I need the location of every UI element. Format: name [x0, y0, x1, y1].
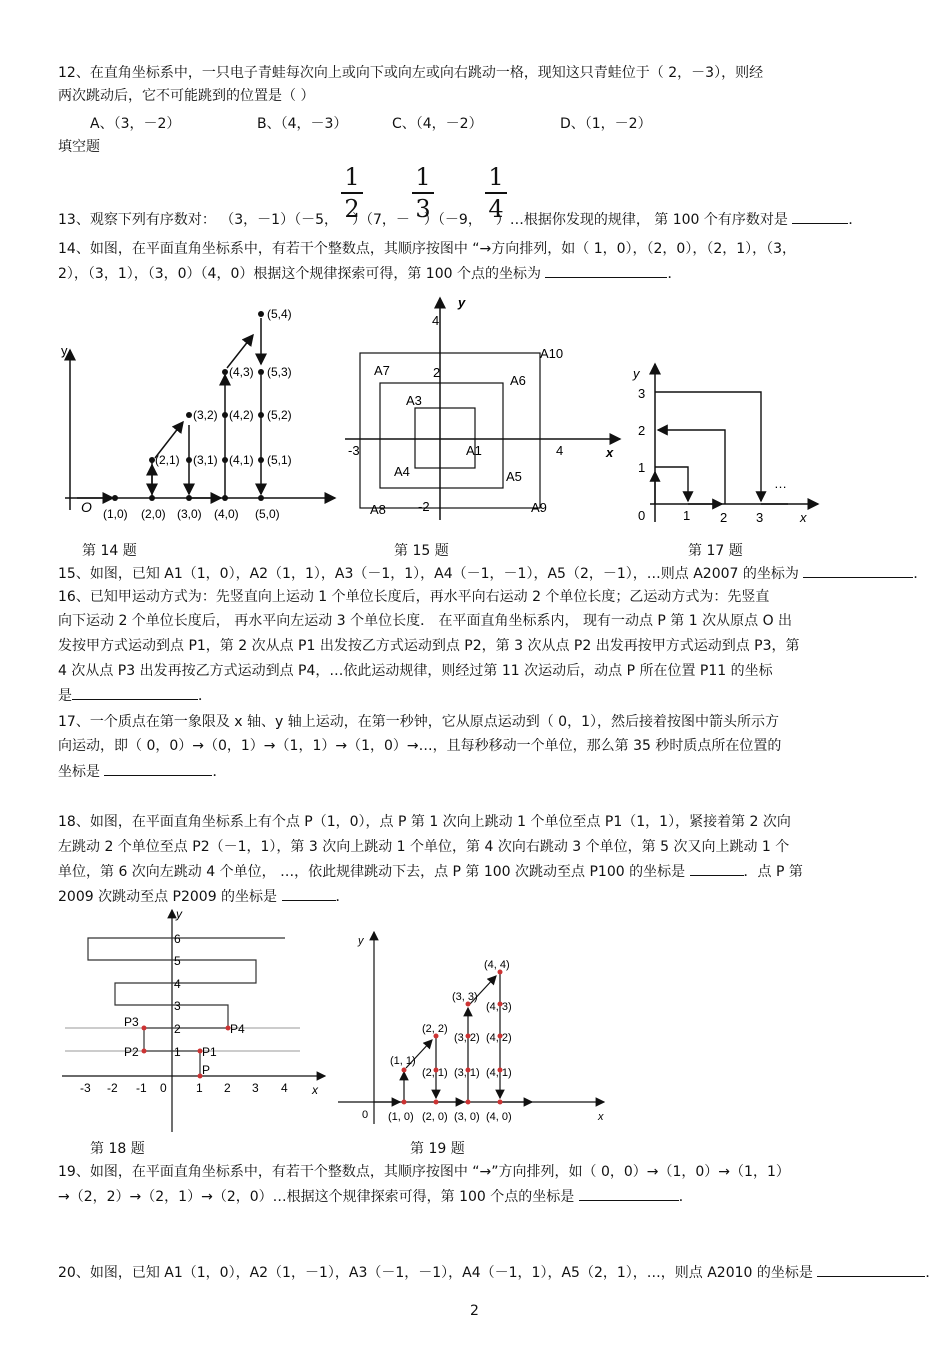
point-label: (4, 4): [484, 959, 510, 971]
tick-label: -3: [348, 443, 360, 458]
tick-label: 2: [638, 423, 646, 438]
point-label: A7: [374, 363, 390, 378]
q16-line5: [58, 685, 212, 706]
tick-label: 3: [174, 999, 181, 1013]
tick-label: 5: [174, 954, 181, 968]
q13-text: [58, 209, 862, 230]
q17-line2: 向运动，即（ 0，0）→（0，1）→（1，1）→（1，0）→…，且每秒移动一个单位，那么第 35 秒时质点所在位置的: [58, 738, 782, 754]
tick-label: 2: [224, 1081, 231, 1095]
answer-blank[interactable]: [282, 886, 336, 901]
point-label: (1, 1): [390, 1055, 416, 1067]
section-label: 填空题: [58, 139, 100, 155]
point-label: A6: [510, 373, 526, 388]
period: ．: [212, 764, 227, 780]
tick-label: 3: [756, 510, 764, 525]
tick-label: 4: [281, 1081, 288, 1095]
q16-line4: 4 次从点 P3 出发再按乙方式运动到点 P4，…依此运动规律，则经过第 11 次运动后，动点 P 所在位置 P11 的坐标: [58, 663, 773, 679]
tick-label: 2: [720, 510, 728, 525]
tick-label: 0: [638, 508, 646, 523]
point-label: A5: [506, 469, 522, 484]
tick-label: 1: [638, 460, 646, 475]
q18-line4-text: 2009 次跳动至点 P2009 的坐标是: [58, 889, 278, 905]
ellipsis-label: …: [774, 476, 787, 491]
figure-18: [60, 906, 335, 1134]
x-label: (3,0): [177, 507, 202, 521]
point-label: (2, 0): [422, 1111, 448, 1123]
fraction-bar: [412, 192, 434, 194]
q17-line3: [58, 761, 226, 782]
period: ．: [913, 566, 928, 582]
tick-label: 3: [252, 1081, 259, 1095]
point-label: (4,3): [229, 365, 254, 379]
origin-label: O: [81, 499, 92, 515]
axis-y-label: y: [458, 295, 466, 310]
figure-15: [340, 295, 625, 525]
point-label: (5,2): [267, 408, 292, 422]
point-label: (3,1): [193, 453, 218, 467]
axis-y-label: y: [61, 343, 68, 358]
fraction-denominator: 4: [488, 195, 504, 223]
caption-fig18: 第 18 题: [90, 1141, 145, 1157]
period: ．: [335, 889, 350, 905]
figure-17: [628, 362, 828, 532]
tick-label: 4: [174, 977, 181, 991]
x-label: (4,0): [214, 507, 239, 521]
tick-label: 4: [432, 313, 440, 328]
point-label: (1, 0): [388, 1111, 414, 1123]
q16-line1: 16、已知甲运动方式为：先竖直向上运动 1 个单位长度后，再水平向右运动 2 个单位长度；乙运动方式为：先竖直: [58, 589, 770, 605]
point-label: A1: [466, 443, 482, 458]
point-label: A9: [531, 500, 547, 515]
tick-label: 3: [638, 386, 646, 401]
point-label: (4, 3): [486, 1001, 512, 1013]
caption-fig14: 第 14 题: [82, 543, 137, 559]
point-label: P2: [124, 1045, 139, 1059]
q16-line2: 向下运动 2 个单位长度后， 再水平向左运动 3 个单位长度． 在平面直角坐标系内， 现有一动点 P 第 1 次从原点 O 出: [58, 613, 793, 629]
point-label: (5,1): [267, 453, 292, 467]
q16-line5-text: 是: [58, 688, 72, 704]
figure-14: [55, 300, 345, 530]
point-label: (4, 1): [486, 1067, 512, 1079]
axis-x-label: x: [598, 1111, 604, 1123]
tick-label: -2: [418, 499, 430, 514]
q13-text-c: ）（－9，: [423, 212, 482, 228]
q12-option-d: D、（1，－2）: [560, 116, 652, 132]
fraction-numerator: 1: [415, 163, 431, 191]
axis-y-label: y: [358, 935, 364, 947]
q18-line4: [58, 886, 350, 907]
point-label: A3: [406, 393, 422, 408]
point-label: (2, 1): [422, 1067, 448, 1079]
q19-line2: [58, 1186, 693, 1207]
tick-label: -3: [80, 1081, 91, 1095]
q12-option-b: B、（4，－3）: [257, 116, 348, 132]
tick-label: 1: [174, 1045, 181, 1059]
point-label: (3, 2): [454, 1032, 480, 1044]
x-label: (1,0): [103, 507, 128, 521]
q18-line2: 左跳动 2 个单位至点 P2（－1，1），第 3 次向上跳动 1 个单位，第 4 次向右跳动 3 个单位，第 5 次又向上跳动 1 个: [58, 839, 790, 855]
fraction-bar: [341, 192, 363, 194]
q18-line3-text: 单位，第 6 次向左跳动 4 个单位， …，依此规律跳动下去，点 P 第 100 次跳动至点 P100 的坐标是: [58, 864, 686, 880]
q15-text: [58, 563, 927, 584]
fraction-numerator: 1: [488, 163, 504, 191]
tick-label: 4: [556, 443, 564, 458]
x-label: (2,0): [141, 507, 166, 521]
q13-text-d: ）…根据你发现的规律， 第 100 个有序数对是: [495, 212, 788, 228]
axis-y-label: y: [176, 907, 182, 921]
point-label: A8: [370, 502, 386, 517]
point-label: (5,4): [267, 307, 292, 321]
point-label: P: [202, 1063, 211, 1077]
point-label: (2,1): [155, 453, 180, 467]
q20-text: [58, 1262, 939, 1283]
point-label: (5,3): [267, 365, 292, 379]
q13-text-a: 13、观察下列有序数对： （3，－1）（－5，: [58, 212, 338, 228]
point-label: (2, 2): [422, 1023, 448, 1035]
point-label: P4: [230, 1022, 245, 1036]
q13-text-b: ）（7，－: [352, 212, 410, 228]
page-number: 2: [470, 1303, 479, 1319]
answer-blank[interactable]: [817, 1262, 925, 1277]
fraction-numerator: 1: [344, 163, 360, 191]
q14-line2: [58, 263, 681, 284]
answer-blank[interactable]: [803, 563, 913, 578]
tick-label: -1: [136, 1081, 147, 1095]
answer-blank[interactable]: [545, 263, 667, 278]
point-label: A10: [540, 346, 564, 361]
point-label: (4,2): [229, 408, 254, 422]
point-label: (3, 1): [454, 1067, 480, 1079]
point-label: P3: [124, 1015, 139, 1029]
q19-line1: 19、如图，在平面直角坐标系中，有若干个整数点，其顺序按图中 “→”方向排列，如（ 0，0）→（1，0）→（1，1）: [58, 1164, 790, 1180]
fraction-denominator: 2: [344, 195, 360, 223]
caption-fig17: 第 17 题: [688, 543, 743, 559]
q12-line1: 12、在直角坐标系中，一只电子青蛙每次向上或向下或向左或向右跳动一格，现知这只青蛙位于（ 2，－3），则经: [58, 65, 764, 81]
answer-blank[interactable]: [72, 685, 198, 700]
point-label: (4, 0): [486, 1111, 512, 1123]
tick-label: -2: [107, 1081, 118, 1095]
q17-line1: 17、一个质点在第一象限及 x 轴、y 轴上运动，在第一秒钟，它从原点运动到（ 0，1），然后接着按图中箭头所示方: [58, 714, 779, 730]
period: ．: [667, 266, 682, 282]
point-label: P1: [202, 1045, 217, 1059]
tick-label: 1: [196, 1081, 203, 1095]
caption-fig19: 第 19 题: [410, 1141, 465, 1157]
axis-y-label: y: [633, 366, 640, 381]
q17-line3-text: 坐标是: [58, 764, 100, 780]
point-label: (4, 2): [486, 1032, 512, 1044]
tick-label: 0: [160, 1081, 167, 1095]
period: ．: [848, 212, 863, 228]
tick-label: 6: [174, 932, 181, 946]
tick-label: 1: [683, 508, 691, 523]
answer-blank[interactable]: [690, 861, 744, 876]
answer-blank[interactable]: [792, 209, 848, 224]
q18-line1: 18、如图，在平面直角坐标系上有个点 P（1，0），点 P 第 1 次向上跳动 1 个单位至点 P1（1，1），紧接着第 2 次向: [58, 814, 791, 830]
axis-x-label: x: [800, 510, 807, 525]
answer-blank[interactable]: [579, 1186, 679, 1201]
point-label: (3, 0): [454, 1111, 480, 1123]
point-label: A4: [394, 464, 410, 479]
q20-text-body: 20、如图，已知 A1（1，0），A2（1，－1），A3（－1，－1），A4（－1，1），A5（2，1），…，则点 A2010 的坐标是: [58, 1265, 813, 1281]
tick-label: 2: [174, 1022, 181, 1036]
point-label: (3,2): [193, 408, 218, 422]
period: ．: [925, 1265, 940, 1281]
q18-line3-tail: ．点 P 第: [743, 864, 803, 880]
q18-line3: [58, 861, 803, 882]
q12-option-a: A、（3，－2）: [90, 116, 181, 132]
fraction-denominator: 3: [415, 195, 431, 223]
tick-label: 0: [362, 1109, 369, 1121]
period: ．: [198, 688, 212, 704]
point-label: (4,1): [229, 453, 254, 467]
period: ．: [678, 1189, 693, 1205]
axis-x-label: x: [606, 445, 614, 460]
q14-line2-text: 2），（3，1），（3，0）（4，0）根据这个规律探索可得，第 100 个点的坐标为: [58, 266, 541, 282]
q16-line3: 发按甲方式运动到点 P1，第 2 次从点 P1 出发按乙方式运动到点 P2，第 3 次从点 P2 出发再按甲方式运动到点 P3，第: [58, 638, 800, 654]
q19-line2-text: →（2，2）→（2，1）→（2，0）…根据这个规律探索可得，第 100 个点的坐标是: [58, 1189, 575, 1205]
point-label: (3, 3): [452, 991, 478, 1003]
axis-x-label: x: [312, 1083, 318, 1097]
q12-option-c: C、（4，－2）: [392, 116, 483, 132]
q15-text-body: 15、如图，已知 A1（1，0），A2（1，1），A3（－1，1），A4（－1，－1），A5（2，－1），…则点 A2007 的坐标为: [58, 566, 799, 582]
figure-19: [336, 928, 611, 1128]
x-label: (5,0): [255, 507, 280, 521]
caption-fig15: 第 15 题: [394, 543, 449, 559]
tick-label: 2: [433, 365, 441, 380]
fraction-bar: [485, 192, 507, 194]
q14-line1: 14、如图，在平面直角坐标系中，有若干个整数点，其顺序按图中 “→方向排列，如（ 1，0），（2，0），（2，1），（3，: [58, 241, 797, 257]
q12-line2: 两次跳动后，它不可能跳到的位置是（ ）: [58, 88, 315, 104]
answer-blank[interactable]: [104, 761, 212, 776]
